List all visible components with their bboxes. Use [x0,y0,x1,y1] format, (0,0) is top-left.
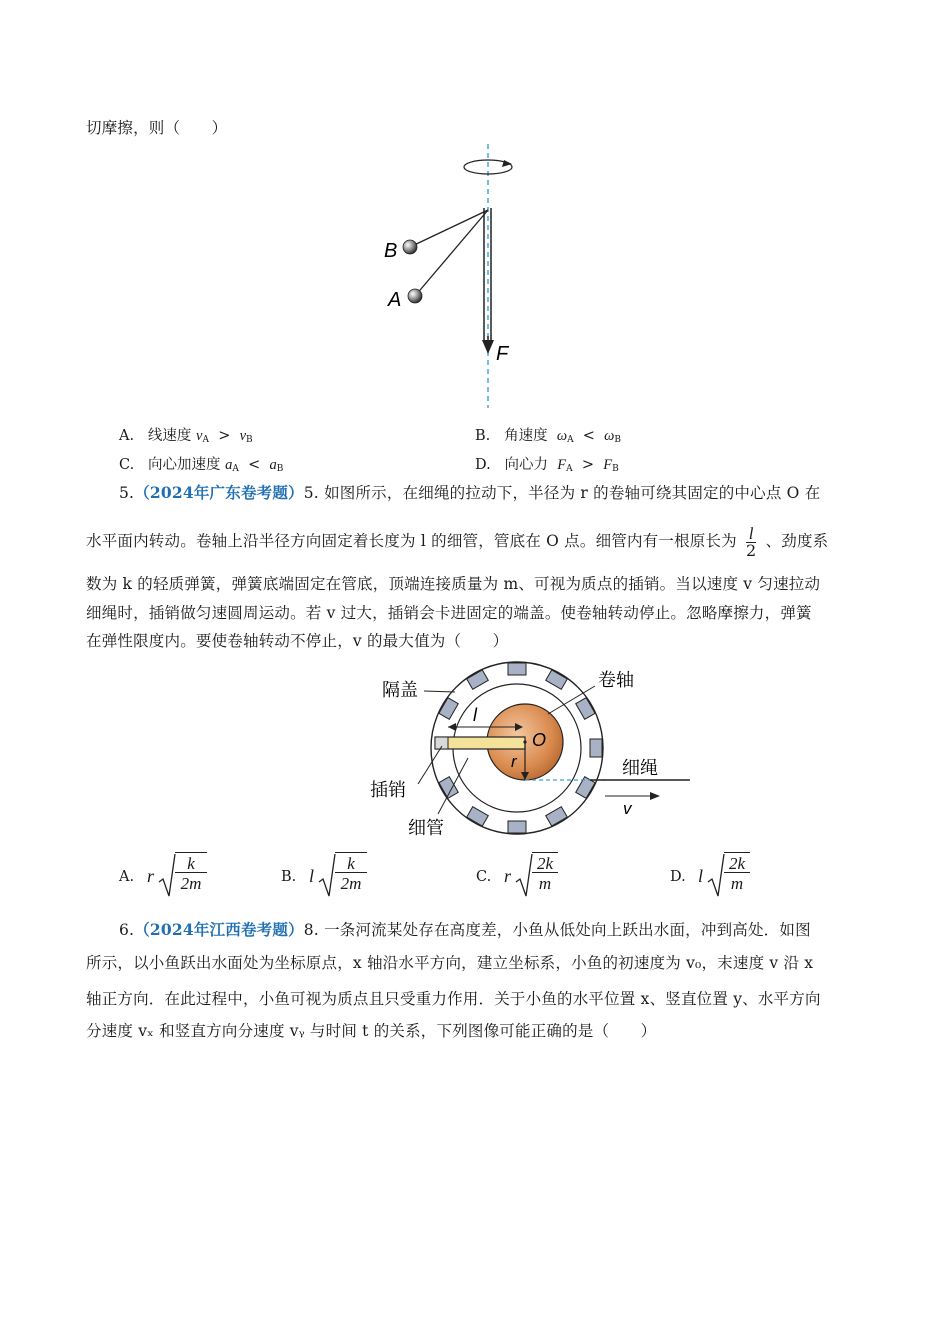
q4-option-c[interactable]: C. 向心加速度 $a_A < a_B$ [119,457,284,474]
label-A: A [388,289,402,311]
q6-source: （2024年江西卷考题） [134,920,304,939]
q6-line1: 6.（2024年江西卷考题）8. 一条河流某处存在高度差，小鱼从低处向上跃出水面，冲到高处．如图 [119,920,811,939]
q6-line4: 分速度 vₓ 和竖直方向分速度 vᵧ 与时间 t 的关系，下列图像可能正确的是（ ） [86,1022,657,1040]
ball-B [403,240,417,254]
label-B: B [384,240,398,262]
q5-figure [360,656,690,842]
q5-line1: 5.（2024年广东卷考题）5. 如图所示，在细绳的拉动下，半径为 r 的卷轴可绕其固定的中心点 O 在 [119,483,821,502]
ball-A [408,289,422,303]
label-gegai: 隔盖 [382,680,418,700]
label-v: v [623,799,632,818]
q5-line4: 细绳时，插销做匀速圆周运动。若 v 过大，插销会卡进固定的端盖。使卷轴转动停止。忽略摩擦力，弹簧 [86,604,812,622]
q4-figure [370,140,550,412]
string-A [415,210,488,296]
q4-intro: 切摩擦，则（ ） [86,119,228,137]
label-juanzhou: 卷轴 [598,670,634,690]
q4-option-b[interactable]: B. 角速度 $\omega_A < \omega_B$ [475,428,622,445]
q4-option-d[interactable]: D. 向心力 $F_A > F_B$ [475,457,619,474]
label-l: l [473,705,477,725]
q4-option-a[interactable]: A. 线速度 $v_A > v_B$ [119,428,253,445]
label-O: O [532,730,547,750]
force-arrow-icon [482,340,494,354]
q6-line2: 所示，以小鱼跃出水面处为坐标原点，x 轴沿水平方向，建立坐标系，小鱼的初速度为 v₀，末速度 v 沿 x [86,954,814,972]
q5-line3: 数为 k 的轻质弹簧，弹簧底端固定在管底，顶端连接质量为 m、可视为质点的插销。当以速度 v 匀速拉动 [86,575,821,593]
q5-line2: 水平面内转动。卷轴上沿半径方向固定着长度为 l 的细管，管底在 O 点。细管内有一根原长为 $\frac{l}{2}$ 、劲度系 [86,524,829,560]
label-r: r [511,752,517,771]
label-chaxiao: 插销 [370,780,406,800]
q5-fraction: $\frac{l}{2}$ [746,524,757,560]
string-B [410,210,488,247]
label-xiguan: 细管 [408,818,444,838]
q5-line5: 在弹性限度内。要使卷轴转动不停止，v 的最大值为（ ） [86,632,509,650]
label-xisheng: 细绳 [622,758,658,778]
q6-line3: 轴正方向．在此过程中，小鱼可视为质点且只受重力作用．关于小鱼的水平位置 x、竖直位置 y、水平方向 [86,990,821,1008]
velocity-arrow-icon [650,792,660,800]
label-F: F [496,343,509,365]
q5-source: （2024年广东卷考题） [134,483,304,502]
